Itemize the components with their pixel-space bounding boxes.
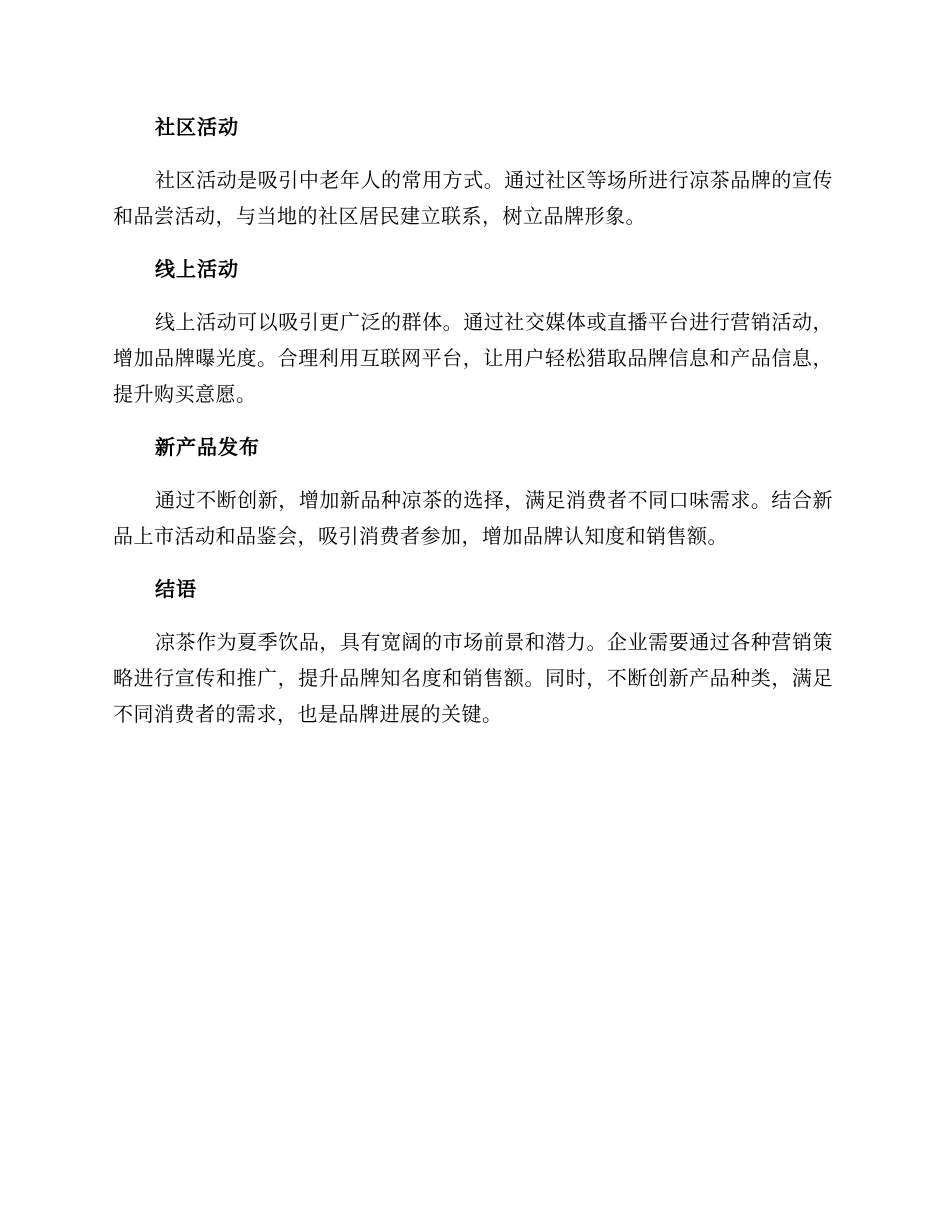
section-paragraph: 社区活动是吸引中老年人的常用方式。通过社区等场所进行凉茶品牌的宣传和品尝活动，与当地的社区居民建立联系，树立品牌形象。	[113, 168, 833, 228]
section-paragraph: 线上活动可以吸引更广泛的群体。通过社交媒体或直播平台进行营销活动，增加品牌曝光度。合理利用互联网平台，让用户轻松猎取品牌信息和产品信息，提升购买意愿。	[113, 310, 833, 406]
section-paragraph: 凉茶作为夏季饮品，具有宽阔的市场前景和潜力。企业需要通过各种营销策略进行宣传和推广，提升品牌知名度和销售额。同时，不断创新产品种类，满足不同消费者的需求，也是品牌进展的关键。	[113, 630, 833, 726]
section-paragraph: 通过不断创新，增加新品种凉茶的选择，满足消费者不同口味需求。结合新品上市活动和品鉴会，吸引消费者参加，增加品牌认知度和销售额。	[113, 488, 833, 548]
section-community-activities	[113, 110, 833, 234]
section-heading: 线上活动	[155, 257, 239, 281]
section-online-activities	[113, 252, 833, 412]
section-conclusion	[113, 572, 833, 732]
section-heading: 社区活动	[155, 115, 239, 139]
section-heading: 新产品发布	[155, 435, 260, 459]
section-new-product-launch	[113, 430, 833, 554]
document-content	[113, 110, 833, 732]
section-heading: 结语	[155, 577, 197, 601]
